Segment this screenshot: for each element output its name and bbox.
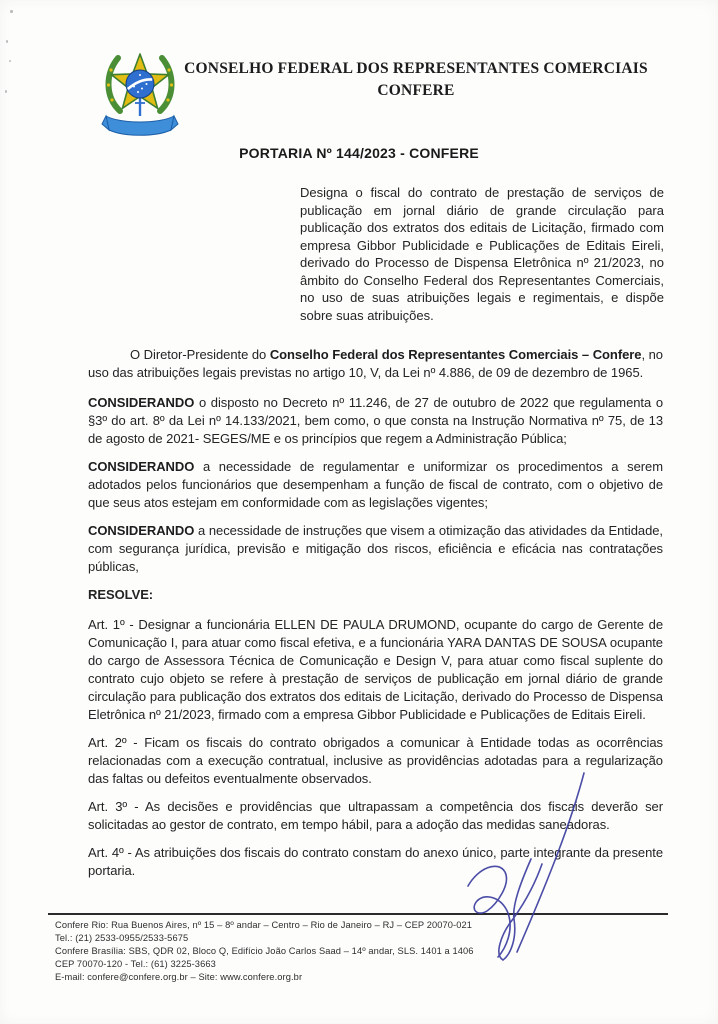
footer-line-phone-brasilia: CEP 70070-120 - Tel.: (61) 3225-3663	[55, 958, 216, 969]
considerando-text: o disposto no Decreto nº 11.246, de 27 de outubro de 2022 que regulamenta o §3º do art. 8º da Lei nº 14.133/2021, bem como, o que consta na Instrução Normativa nº 75, de 13 de agosto de 2021- SEGES/ME e os princípios que regem a Administração Pública;	[88, 395, 663, 446]
considerando-paragraph-2	[88, 458, 663, 512]
org-line1: CONSELHO FEDERAL DOS REPRESENTANTES COMERCIAIS	[184, 60, 648, 77]
scan-speck	[10, 10, 13, 13]
article-2-paragraph: Art. 2º - Ficam os fiscais do contrato obrigados a comunicar à Entidade todas as ocorrências relacionadas com a execução contratual, inclusive as providências adotadas para a regularização das faltas ou defeitos eventualmente observados.	[88, 735, 663, 786]
intro-pre: O Diretor-Presidente do	[130, 347, 270, 362]
article-4-paragraph: Art. 4º - As atribuições dos fiscais do contrato constam do anexo único, parte integrante da presente portaria.	[88, 845, 663, 878]
intro-bold-org: Conselho Federal dos Representantes Comerciais – Confere	[269, 347, 642, 362]
considerando-paragraph-1	[88, 394, 663, 448]
org-line2: CONFERE	[377, 82, 455, 99]
portaria-title: PORTARIA Nº 144/2023 - CONFERE	[239, 145, 479, 161]
handwritten-signature	[440, 735, 615, 985]
considerando-lead: CONSIDERANDO	[88, 395, 195, 410]
footer-line-phone-rio: Tel.: (21) 2533-0955/2533-5675	[55, 932, 189, 943]
resolve-heading: RESOLVE:	[88, 587, 154, 602]
letterhead-org-name	[172, 58, 660, 102]
footer-line-address-rio: Confere Rio: Rua Buenos Aires, nº 15 – 8º andar – Centro – Rio de Janeiro – RJ – CEP 20070-021	[55, 920, 473, 930]
intro-post: , no uso das atribuições legais previstas no artigo 10, V, da Lei nº 4.886, de 09 de dezembro de 1965.	[88, 347, 663, 380]
scan-speck	[9, 60, 11, 62]
footer-line-address-brasilia: Confere Brasília: SBS, QDR 02, Bloco Q, Edifício João Carlos Saad – 14º andar, SLS. 1401 a 1406	[55, 945, 474, 956]
ementa-paragraph: Designa o fiscal do contrato de prestação de serviços de publicação em jornal diário de grande circulação para publicação dos extratos dos editais de Licitação, firmado com empresa Gibbor Publicidade e Publicações de Editais Eireli, derivado do Processo de Dispensa Eletrônica nº 21/2023, no âmbito do Conselho Federal dos Representantes Comerciais, no uso de suas atribuições legais e regimentais, e dispõe sobre suas atribuições.	[300, 185, 664, 323]
article-3-paragraph: Art. 3º - As decisões e providências que ultrapassam a competência dos fiscais deverão ser solicitadas ao gestor de contrato, em tempo hábil, para a adoção das medidas saneadoras.	[88, 799, 663, 832]
scan-speck	[5, 90, 7, 93]
considerando-text: a necessidade de instruções que visem a otimização das atividades da Entidade, com segurança jurídica, previsão e mitigação dos riscos, eficiência e eficácia nas contratações públicas,	[88, 523, 663, 574]
intro-paragraph	[88, 346, 663, 382]
scan-speck	[6, 40, 8, 43]
considerando-lead: CONSIDERANDO	[88, 459, 195, 474]
article-1-paragraph: Art. 1º - Designar a funcionária ELLEN DE PAULA DRUMOND, ocupante do cargo de Gerente de Comunicação I, para atuar como fiscal efetiva, e a funcionária YARA DANTAS DE SOUSA ocupante do cargo de Assessora Técnica de Comunicação e Design V, para atuar como fiscal suplente do contrato cujo objeto se refere à prestação de serviços de publicação em jornal diário de grande circulação para publicação dos extratos dos editais de Licitação, derivado do Processo de Dispensa Eletrônica nº 21/2023, firmado com a empresa Gibbor Publicidade e Publicações de Editais Eireli.	[88, 617, 663, 722]
considerando-lead: CONSIDERANDO	[88, 523, 195, 538]
footer-line-email-site: E-mail: confere@confere.org.br – Site: www.confere.org.br	[55, 971, 303, 982]
considerando-paragraph-3	[88, 522, 663, 576]
considerando-text: a necessidade de regulamentar e uniformizar os procedimentos a serem adotados pelos funcionários que desempenham a função de fiscal de contrato, com o objetivo de que seus atos estejam em conformidade com as legislações vigentes;	[88, 459, 663, 510]
